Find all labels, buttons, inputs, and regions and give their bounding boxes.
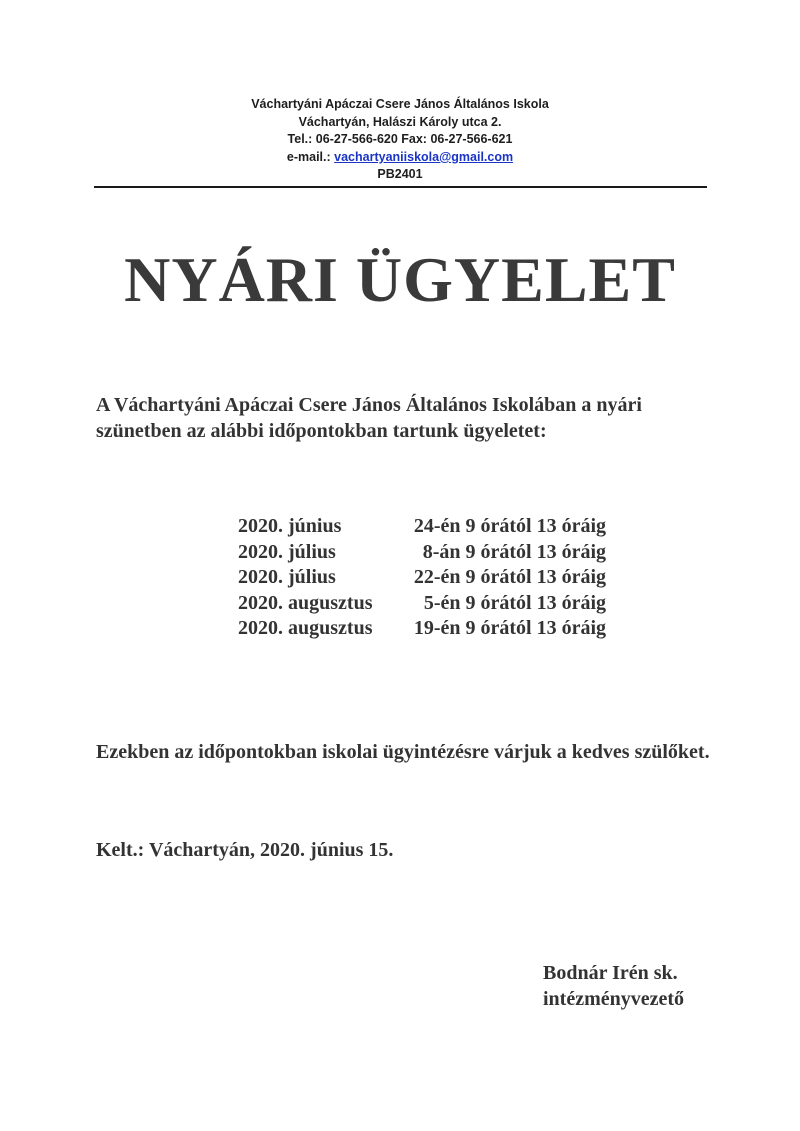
email-label: e-mail.: (286, 149, 335, 164)
header-divider (94, 186, 707, 188)
schedule-list (238, 514, 638, 642)
document-code: PB2401 (377, 167, 423, 182)
schedule-row (238, 616, 638, 642)
phone-fax: Tel.: 06-27-566-620 Fax: 06-27-566-621 (287, 132, 513, 147)
schedule-time: 5-én 9 órától 13 óráig (423, 591, 606, 614)
school-name: Váchartyáni Apáczai Csere János Általános Iskola (251, 97, 549, 111)
signature-block (543, 960, 743, 1012)
signatory-role: intézményvezető (543, 988, 685, 1010)
email-link[interactable]: vachartyaniiskola@gmail.com (334, 149, 514, 164)
letterhead (0, 96, 800, 184)
page-title: NYÁRI ÜGYELET (124, 244, 676, 315)
schedule-date: 2020. július (238, 540, 336, 563)
schedule-row (238, 565, 638, 591)
date-place-line: Kelt.: Váchartyán, 2020. június 15. (96, 839, 394, 861)
schedule-date: 2020. június (238, 515, 342, 537)
schedule-date: 2020. augusztus (238, 617, 373, 640)
signatory-name: Bodnár Irén sk. (543, 962, 678, 984)
intro-paragraph: A Váchartyáni Apáczai Csere János Általános Iskolában a nyári szünetben az alábbi időpontokban tartunk ügyeletet: (96, 394, 642, 442)
schedule-row (238, 591, 638, 617)
schedule-row (238, 540, 638, 566)
school-address: Váchartyán, Halászi Károly utca 2. (298, 114, 502, 129)
schedule-row (238, 514, 638, 540)
schedule-time: 24-én 9 órától 13 óráig (413, 515, 606, 537)
email-line (0, 149, 800, 167)
schedule-time: 22-én 9 órától 13 óráig (413, 566, 606, 589)
schedule-date: 2020. augusztus (238, 591, 373, 614)
closing-paragraph: Ezekben az időpontokban iskolai ügyintézésre várjuk a kedves szülőket. (96, 741, 710, 763)
schedule-time: 8-án 9 órától 13 óráig (422, 540, 606, 563)
schedule-time: 19-én 9 órától 13 óráig (413, 617, 606, 640)
schedule-date: 2020. július (238, 566, 336, 589)
